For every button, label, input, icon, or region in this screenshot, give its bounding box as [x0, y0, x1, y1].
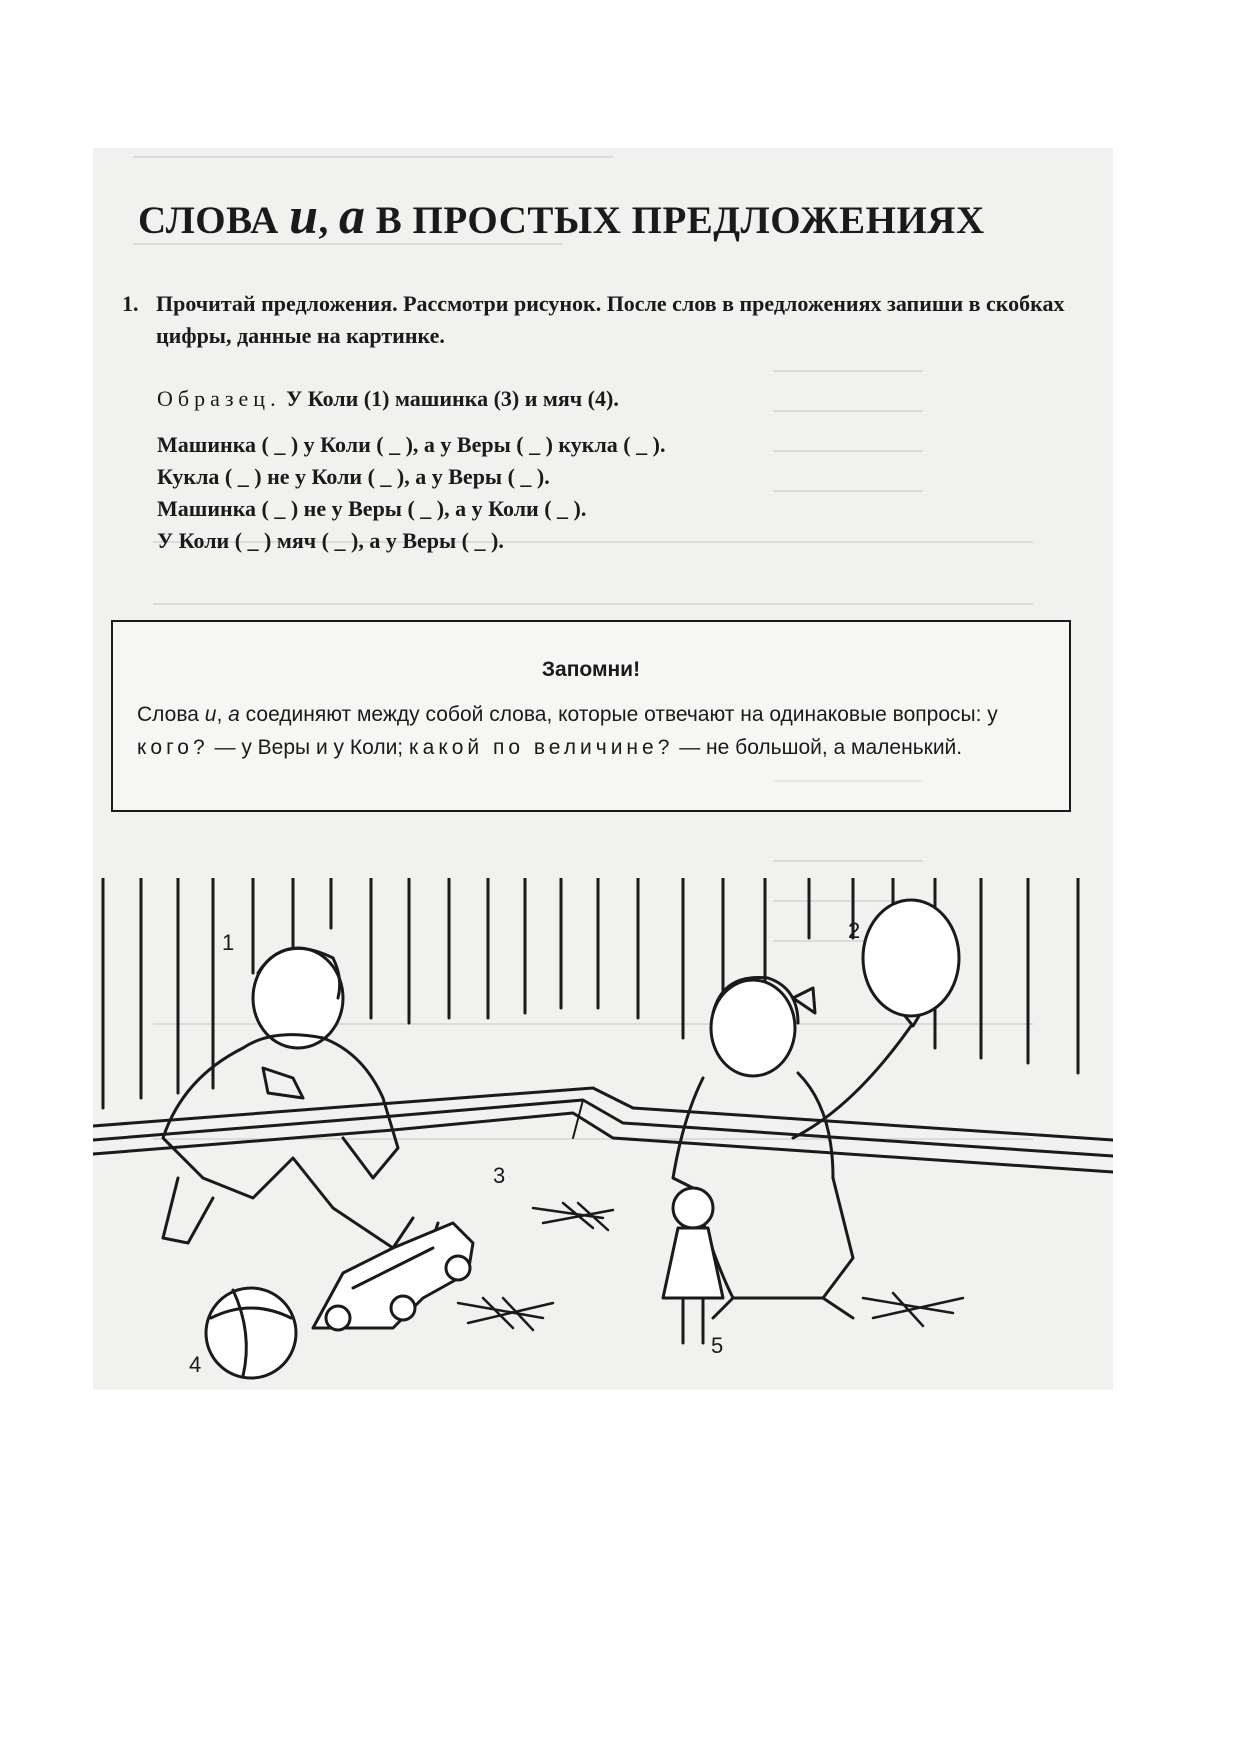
note-part2: , — [216, 703, 229, 726]
exercise-line[interactable]: Машинка ( _ ) у Коли ( _ ), а у Веры ( _ ) кукла ( _ ). — [157, 432, 666, 457]
sample-text: У Коли (1) машинка (3) и мяч (4). — [286, 386, 619, 411]
exercise-line[interactable]: Кукла ( _ ) не у Коли ( _ ), а у Веры ( _ ). — [157, 464, 550, 489]
title-word-i: и — [289, 188, 319, 245]
sample-line — [157, 386, 619, 412]
picture-label: 2 — [848, 918, 861, 943]
remember-heading: Запомни! — [541, 658, 641, 681]
note-part3: соединяют между собой слова, которые отвечают на одинаковые вопросы: — [239, 703, 988, 726]
exercise-lines — [157, 429, 665, 557]
title-suffix: В ПРОСТЫХ ПРЕДЛОЖЕНИЯХ — [375, 199, 985, 242]
note-question-2: какой по величине? — [408, 736, 674, 759]
picture-label: 1 — [222, 930, 235, 955]
exercise-line[interactable]: У Коли ( _ ) мяч ( _ ), а у Веры ( _ ). — [157, 528, 504, 553]
baseboard — [93, 1088, 1113, 1172]
note-question-1: у кого? — [137, 703, 1002, 759]
title-prefix: СЛОВА — [138, 199, 279, 242]
picture-label: 4 — [189, 1352, 202, 1377]
task-instruction: Прочитай предложения. Рассмотри рисунок. После слов в предложениях запиши в скобках цифры, данные на картинке. — [156, 291, 1065, 348]
illustration — [93, 878, 1113, 1390]
title-comma: , — [318, 199, 329, 242]
sample-label: Образец. — [157, 386, 281, 411]
picture-label: 5 — [711, 1333, 724, 1358]
note-word-i: и — [204, 703, 217, 726]
note-answer-2: — не большой, а маленький. — [673, 736, 963, 759]
note-part1: Слова — [137, 703, 205, 726]
remember-body — [137, 698, 1037, 764]
remember-box — [111, 620, 1071, 812]
doll-figure — [663, 1188, 723, 1343]
exercise-line[interactable]: Машинка ( _ ) не у Веры ( _ ), а у Коли ( _ ). — [157, 496, 587, 521]
toy-car — [313, 1223, 473, 1330]
ball — [206, 1288, 296, 1378]
illustration-drawing — [93, 878, 1113, 1390]
note-word-a: а — [228, 703, 240, 726]
worksheet-page — [93, 148, 1113, 1390]
boy-figure — [163, 948, 438, 1248]
title-word-a: а — [338, 188, 366, 245]
picture-label: 3 — [493, 1163, 506, 1188]
page-title — [138, 188, 1098, 245]
task-number: 1. — [122, 291, 139, 316]
note-answer-1: — у Веры и у Коли; — [208, 736, 409, 759]
